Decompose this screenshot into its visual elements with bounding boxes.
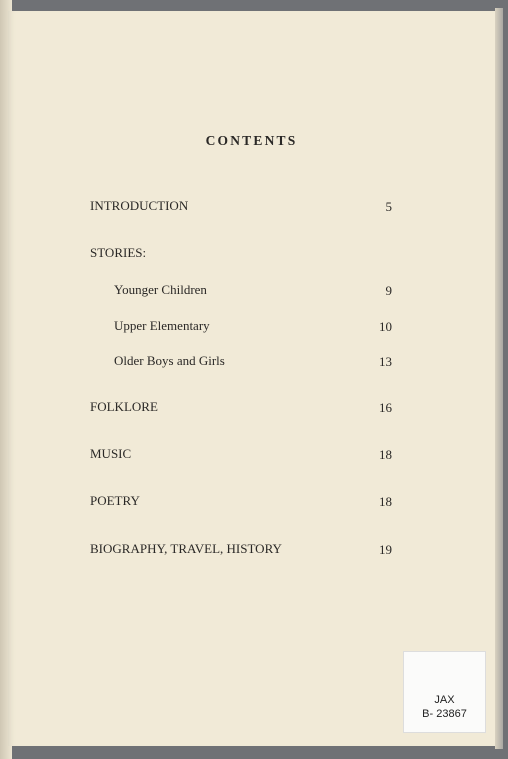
sticker-line-1: JAX — [434, 694, 455, 706]
toc-label: BIOGRAPHY, TRAVEL, HISTORY — [90, 541, 282, 556]
toc-entry-folklore — [90, 399, 392, 419]
toc-entry-upper-elementary — [90, 318, 392, 338]
toc-entry-introduction — [90, 198, 392, 218]
toc-page-number: 10 — [379, 319, 392, 334]
toc-label: MUSIC — [90, 446, 132, 461]
toc-page-number: 9 — [385, 283, 392, 298]
toc-label: FOLKLORE — [90, 399, 158, 414]
toc-label: INTRODUCTION — [90, 198, 189, 213]
toc-label: Younger Children — [114, 282, 207, 297]
toc-entry-biography — [90, 541, 392, 561]
page-edge — [495, 8, 503, 749]
toc-label: POETRY — [90, 493, 140, 508]
toc-label: Older Boys and Girls — [114, 353, 225, 368]
library-label-sticker — [403, 651, 486, 733]
toc-entry-music — [90, 446, 392, 466]
toc-page-number: 13 — [379, 354, 392, 369]
toc-entry-stories — [90, 245, 392, 265]
toc-page-number: 18 — [379, 494, 392, 509]
toc-label: Upper Elementary — [114, 318, 210, 333]
toc-page-number: 16 — [379, 400, 392, 415]
toc-label: STORIES: — [90, 245, 147, 260]
toc-entry-poetry — [90, 493, 392, 513]
page-title: CONTENTS — [205, 133, 298, 148]
toc-page-number: 5 — [385, 199, 392, 214]
document-page — [8, 11, 495, 746]
toc-page-number: 18 — [379, 447, 392, 462]
toc-entry-older-boys-girls — [90, 353, 392, 373]
toc-entry-younger-children — [90, 282, 392, 302]
toc-page-number: 19 — [379, 542, 392, 557]
sticker-line-2: B- 23867 — [422, 708, 467, 720]
